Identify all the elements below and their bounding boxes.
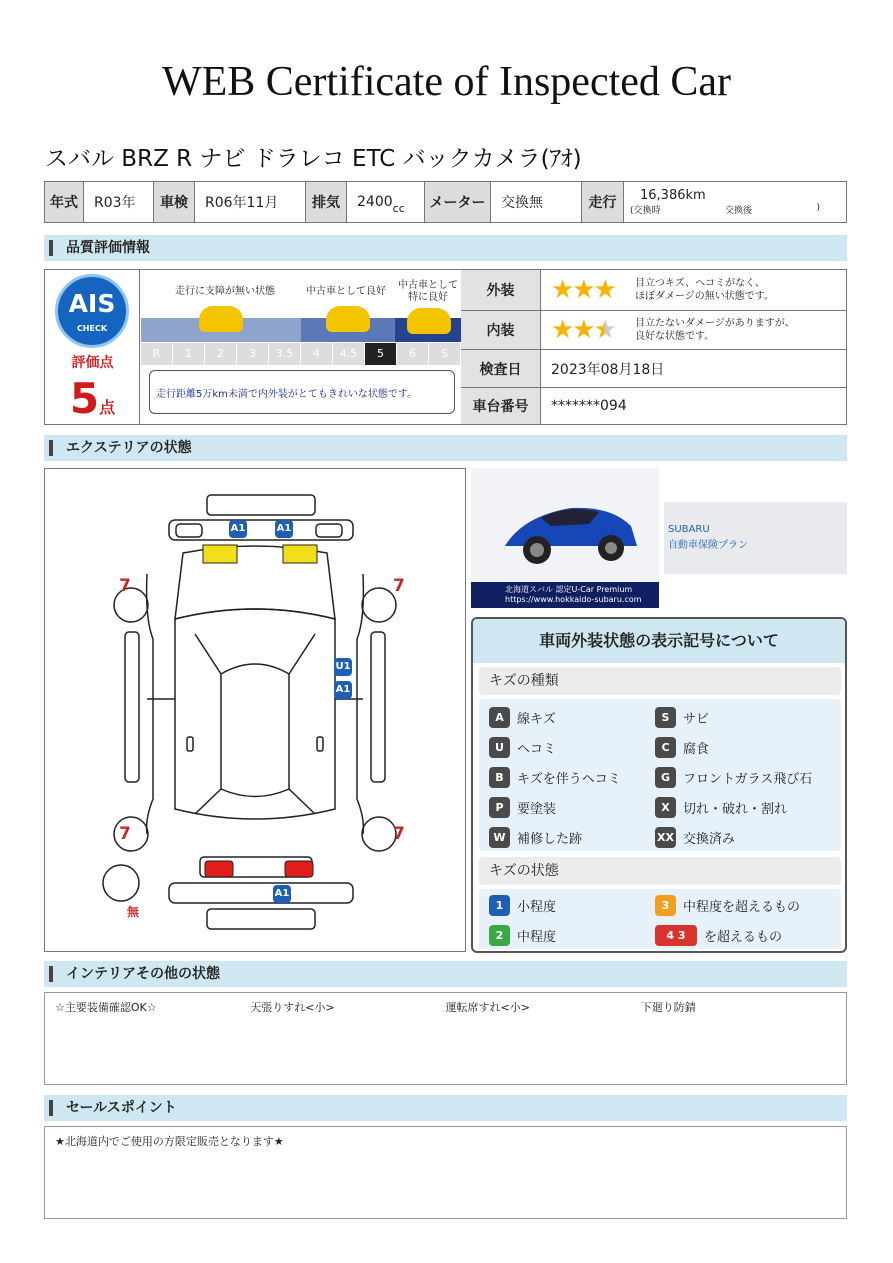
legend-code: S bbox=[655, 707, 676, 728]
section-interior: インテリアその他の状態 bbox=[44, 961, 847, 987]
damage-mark: 7 bbox=[119, 824, 131, 844]
damage-mark: 7 bbox=[119, 576, 131, 596]
quality-panel bbox=[44, 269, 847, 425]
legend-type-item bbox=[655, 767, 812, 788]
interior-items bbox=[55, 999, 836, 1015]
ais-column bbox=[45, 270, 140, 424]
legend-state-code: 2 bbox=[489, 925, 510, 946]
year-label: 年式 bbox=[45, 182, 84, 222]
interior-item: 天張りすれ<小> bbox=[250, 1001, 335, 1014]
legend-state-code: 1 bbox=[489, 895, 510, 916]
scale-step: S bbox=[429, 343, 461, 365]
scale-step: 2 bbox=[205, 343, 237, 365]
legend-label: 交換済み bbox=[683, 832, 736, 847]
scale-steps bbox=[141, 343, 461, 365]
legend-state-box bbox=[479, 889, 841, 949]
legend-state-heading: キズの状態 bbox=[479, 857, 841, 885]
legend-label: 要塗装 bbox=[517, 802, 557, 817]
legend-type-item bbox=[655, 707, 709, 728]
scale-step: 4.5 bbox=[333, 343, 365, 365]
ais-logo bbox=[55, 274, 129, 348]
ais-logo-sub: CHECK bbox=[76, 324, 108, 333]
legend-type-item bbox=[489, 767, 621, 788]
exterior-label: 外装 bbox=[461, 270, 541, 310]
mileage-value bbox=[624, 182, 846, 222]
scale-step: R bbox=[141, 343, 173, 365]
legend-state-item bbox=[655, 925, 782, 946]
legend-code: A bbox=[489, 707, 510, 728]
exterior-value bbox=[541, 270, 847, 310]
grade-scale bbox=[141, 270, 461, 424]
section-exterior: エクステリアの状態 bbox=[44, 435, 847, 461]
mileage-km: 16,386km bbox=[640, 188, 706, 203]
damage-diagram bbox=[44, 468, 466, 952]
meter-value: 交換無 bbox=[491, 182, 582, 222]
legend-label: サビ bbox=[683, 712, 710, 727]
legend-state-code: 3 bbox=[655, 895, 676, 916]
mileage-label: 走行 bbox=[582, 182, 624, 222]
scale-step: 3.5 bbox=[269, 343, 301, 365]
legend-state-code: 4 3 bbox=[655, 925, 697, 946]
legend-type-item bbox=[489, 797, 556, 818]
interior-label: 内装 bbox=[461, 311, 541, 349]
shaken-label: 車検 bbox=[154, 182, 195, 222]
year-value: R03年 bbox=[84, 182, 154, 222]
displacement-label: 排気 bbox=[306, 182, 347, 222]
legend-code: U bbox=[489, 737, 510, 758]
page-title: WEB Certificate of Inspected Car bbox=[161, 59, 732, 105]
dealer-name: 北海道スバル 認定U-Car Premium bbox=[505, 585, 633, 594]
damage-mark: 7 bbox=[393, 824, 405, 844]
interior-desc: 目立たないダメージがありますが、 良好な状態です。 bbox=[635, 318, 795, 342]
car-outline bbox=[45, 469, 465, 951]
legend-label: 腐食 bbox=[683, 742, 710, 757]
displacement-value bbox=[347, 182, 425, 222]
mileage-sub bbox=[630, 203, 820, 216]
quality-grid bbox=[461, 270, 847, 424]
scale-header-3: 中古車として特に良好 bbox=[398, 280, 458, 303]
scale-header-2: 中古車として良好 bbox=[306, 286, 386, 297]
chassis-label: 車台番号 bbox=[461, 388, 541, 424]
legend-state-label: を超えるもの bbox=[704, 930, 783, 945]
legend-panel bbox=[471, 617, 847, 953]
mileage-sub-mid: 交換後 bbox=[724, 206, 752, 216]
inspection-date-row bbox=[461, 349, 847, 387]
meter-label: メーター bbox=[425, 182, 491, 222]
legend-state-label: 中程度 bbox=[517, 930, 557, 945]
damage-mark: 7 bbox=[393, 576, 405, 596]
score-value bbox=[45, 374, 140, 423]
interior-item: ☆主要装備確認OK☆ bbox=[55, 1001, 157, 1014]
spec-table bbox=[44, 181, 847, 223]
interior-item: 下廻り防錆 bbox=[640, 1001, 696, 1014]
insurance-banner bbox=[664, 502, 847, 574]
section-sales: セールスポイント bbox=[44, 1095, 847, 1121]
banner-brand: SUBARU bbox=[668, 524, 710, 535]
legend-type-item bbox=[489, 827, 582, 848]
legend-label: 切れ・破れ・割れ bbox=[683, 802, 788, 817]
legend-state-label: 中程度を超えるもの bbox=[683, 900, 801, 915]
damage-badge: A1 bbox=[334, 681, 352, 699]
chassis-value: *******094 bbox=[551, 398, 627, 414]
exterior-desc: 目立つキズ、ヘコミがなく、 ほぼダメージの無い状態です。 bbox=[635, 278, 774, 302]
legend-type-item bbox=[655, 737, 709, 758]
grade-note: 走行距離5万km未満で内外装がとてもきれいな状態です。 bbox=[149, 370, 455, 414]
dealer-url: https://www.hokkaido-subaru.com bbox=[505, 595, 642, 604]
car-icon bbox=[199, 306, 243, 332]
damage-badge: A1 bbox=[229, 520, 247, 538]
legend-type-item bbox=[655, 797, 787, 818]
scale-step: 5 bbox=[365, 343, 397, 365]
scale-step: 6 bbox=[397, 343, 429, 365]
car-icon bbox=[407, 308, 451, 334]
displacement-unit: cc bbox=[392, 201, 405, 215]
scale-header-1: 走行に支障が無い状態 bbox=[175, 286, 275, 297]
car-photo bbox=[471, 468, 659, 608]
car-name: スバル BRZ R ナビ ドラレコ ETC バックカメラ(ｱｵ) bbox=[45, 146, 582, 172]
exterior-stars: ★★★ bbox=[551, 275, 615, 305]
inspection-date-value: 2023年08月18日 bbox=[551, 361, 665, 378]
legend-code: XX bbox=[655, 827, 676, 848]
shaken-value: R06年11月 bbox=[195, 182, 306, 222]
scale-step: 1 bbox=[173, 343, 205, 365]
damage-badge: U1 bbox=[334, 658, 352, 676]
damage-badge: A1 bbox=[273, 885, 291, 903]
none-mark: 無 bbox=[127, 905, 140, 919]
legend-label: 線キズ bbox=[517, 712, 556, 727]
score-label: 評価点 bbox=[71, 355, 114, 371]
legend-code: G bbox=[655, 767, 676, 788]
mileage-sub-right: ) bbox=[816, 203, 820, 213]
score-unit: 点 bbox=[99, 398, 116, 417]
legend-title: 車両外装状態の表示記号について bbox=[473, 619, 845, 663]
legend-code: X bbox=[655, 797, 676, 818]
chassis-row bbox=[461, 387, 847, 424]
car-illustration bbox=[471, 468, 659, 582]
exterior-row bbox=[461, 270, 847, 310]
interior-stars: ★★★ bbox=[551, 315, 615, 345]
banner-title: 自動車保険プラン bbox=[668, 540, 748, 551]
interior-value bbox=[541, 311, 847, 349]
legend-code: P bbox=[489, 797, 510, 818]
sales-box bbox=[44, 1126, 847, 1219]
scale-step: 3 bbox=[237, 343, 269, 365]
legend-type-box bbox=[479, 699, 841, 851]
legend-type-item bbox=[655, 827, 735, 848]
section-quality: 品質評価情報 bbox=[44, 235, 847, 261]
car-icon bbox=[326, 306, 370, 332]
legend-type-heading: キズの種類 bbox=[479, 667, 841, 695]
mileage-sub-left: (交換時 bbox=[630, 206, 661, 216]
legend-code: C bbox=[655, 737, 676, 758]
legend-state-item bbox=[489, 895, 556, 916]
legend-label: キズを伴うヘコミ bbox=[517, 772, 621, 787]
legend-state-item bbox=[489, 925, 556, 946]
legend-type-item bbox=[489, 737, 556, 758]
legend-code: B bbox=[489, 767, 510, 788]
legend-state-item bbox=[655, 895, 800, 916]
legend-type-item bbox=[489, 707, 556, 728]
interior-item: 運転席すれ<小> bbox=[445, 1001, 530, 1014]
dealer-band bbox=[471, 582, 659, 608]
legend-state-label: 小程度 bbox=[517, 900, 557, 915]
interior-row bbox=[461, 310, 847, 349]
displacement-number: 2400 bbox=[357, 194, 393, 210]
damage-badge: A1 bbox=[275, 520, 293, 538]
legend-label: フロントガラス飛び石 bbox=[683, 772, 813, 787]
sales-point: ★北海道内でご使用の方限定販売となります★ bbox=[55, 1135, 284, 1148]
inspection-date-label: 検査日 bbox=[461, 350, 541, 387]
scale-step: 4 bbox=[301, 343, 333, 365]
ais-logo-text: AIS bbox=[68, 289, 116, 318]
legend-label: ヘコミ bbox=[517, 742, 557, 757]
legend-code: W bbox=[489, 827, 510, 848]
legend-label: 補修した跡 bbox=[517, 832, 583, 847]
interior-box bbox=[44, 992, 847, 1085]
score-number: 5 bbox=[69, 374, 100, 423]
